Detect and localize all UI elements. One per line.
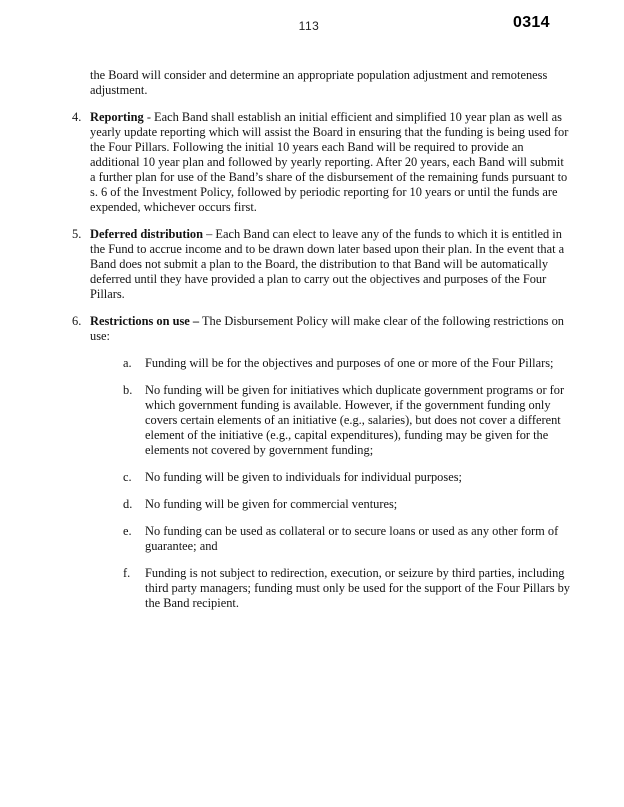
sub-item-text: Funding is not subject to redirection, execution, or seizure by third parties, including third party managers; funding must only be used for the support of the Four Pillars by the Band recipient. — [145, 566, 571, 610]
list-item-5 — [72, 227, 570, 302]
sub-item-marker: e. — [123, 524, 132, 538]
sub-item-text: Funding will be for the objectives and purposes of one or more of the Four Pillars; — [145, 356, 554, 370]
item-title: Deferred distribution — [90, 227, 203, 241]
bates-stamp: 0314 — [513, 14, 550, 31]
sub-item-e — [123, 524, 570, 554]
sub-item-b — [123, 383, 570, 458]
item-marker: 5. — [72, 227, 82, 241]
sub-item-marker: f. — [123, 566, 131, 580]
sub-item-text: No funding will be given to individuals for individual purposes; — [145, 470, 462, 484]
sub-item-c — [123, 470, 570, 485]
item-text: The Disbursement Policy will make clear of the following restrictions on use: — [90, 314, 564, 343]
sub-item-d — [123, 497, 570, 512]
sub-item-marker: c. — [123, 470, 132, 484]
sub-item-text: No funding can be used as collateral or to secure loans or used as any other form of guarantee; and — [145, 524, 559, 553]
item-title: Reporting — [90, 110, 144, 124]
item-marker: 4. — [72, 110, 82, 124]
sub-item-marker: b. — [123, 383, 133, 397]
item-title: Restrictions on use – — [90, 314, 200, 328]
item-text: – Each Band can elect to leave any of the funds to which it is entitled in the Fund to accrue income and to be drawn down later based upon their plan. In the event that a Band does not submit a plan to the Board, the distribution to that Band will be automatically deferred until they have provided a plan to carry out the objectives and purposes of the Four Pillars. — [90, 227, 565, 301]
list-item-6 — [72, 314, 570, 611]
sub-item-f — [123, 566, 570, 611]
item-text: - Each Band shall establish an initial efficient and simplified 10 year plan as well as yearly update reporting which will assist the Board in ensuring that the funding is being used for the Four Pillars. Following the initial 10 years each Band will be required to provide an additional 10 year plan and followed by yearly reporting. After 20 years, each Band will submit a further plan for use of the Band’s share of the disbursement of the remaining funds pursuant to s. 6 of the Investment Policy, followed by periodic reporting for 10 years or until the funds are expended, whichever occurs first. — [90, 110, 569, 214]
sub-item-a — [123, 356, 570, 371]
sub-item-marker: d. — [123, 497, 133, 511]
sub-item-marker: a. — [123, 356, 132, 370]
sub-item-text: No funding will be given for initiatives which duplicate government programs or for which government funding is available. However, if the government funding only covers certain elements of an initiative (e.g., salaries), but does not cover a different element of the initiative (e.g., capital expenditures), funding may be given for the elements not covered by government funding; — [145, 383, 565, 457]
sub-item-text: No funding will be given for commercial ventures; — [145, 497, 398, 511]
item-marker: 6. — [72, 314, 82, 328]
list-item-4 — [72, 110, 570, 215]
continuation-paragraph: the Board will consider and determine an appropriate population adjustment and remoteness adjustment. — [90, 68, 548, 97]
document-body — [72, 68, 570, 623]
page-number: 113 — [298, 19, 320, 33]
